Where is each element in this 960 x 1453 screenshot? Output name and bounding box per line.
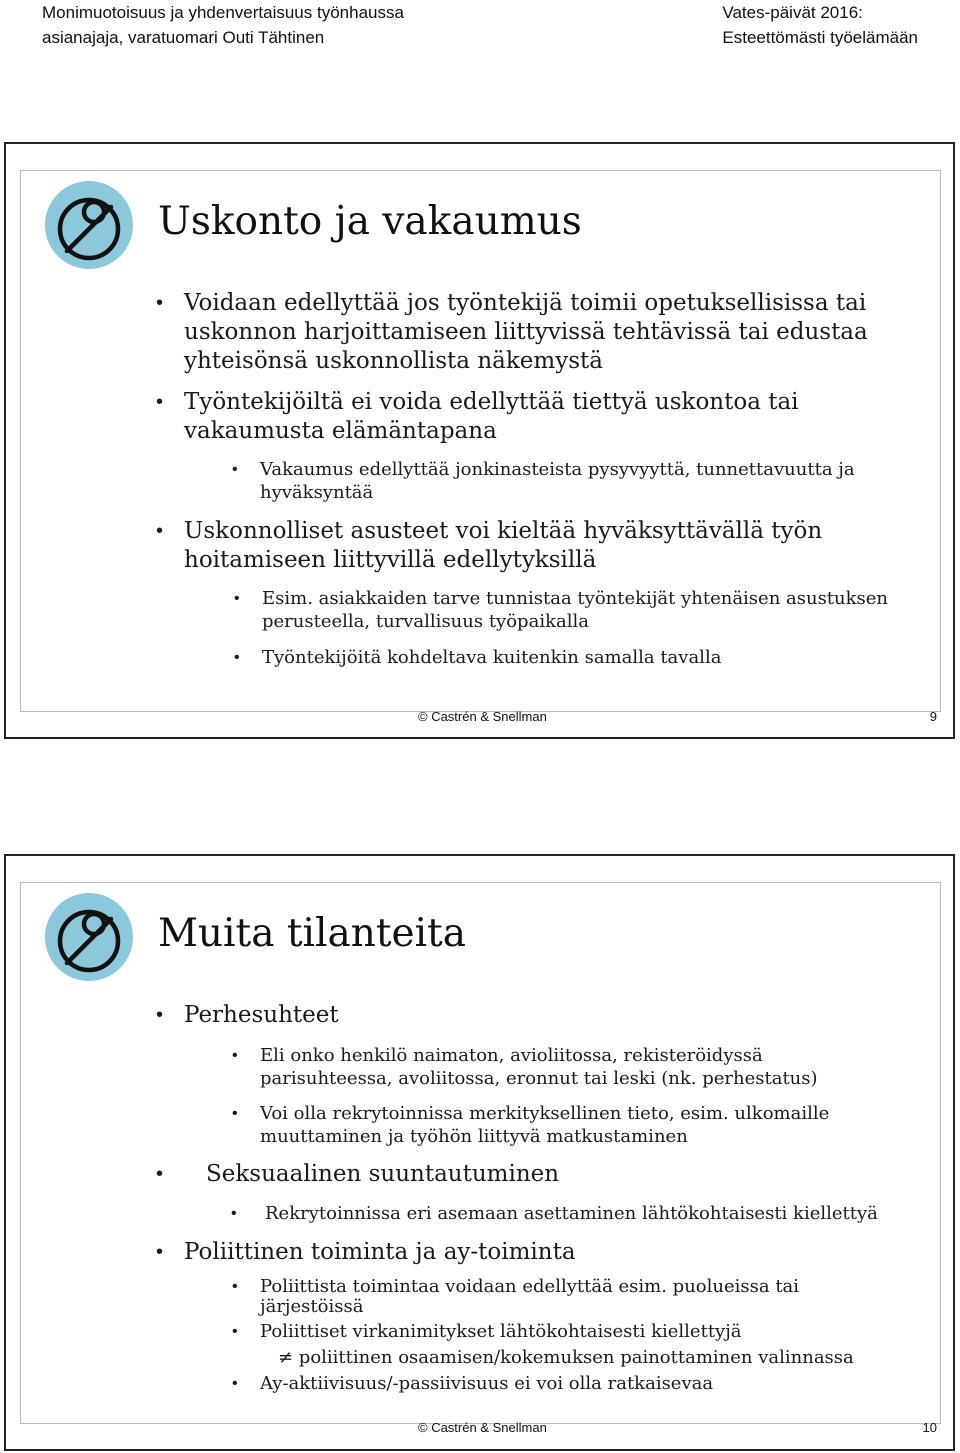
- bullet-dot-icon: •: [234, 649, 240, 666]
- bullet-item: • Seksuaalinen suuntautuminen: [156, 1161, 560, 1187]
- bullet-dot-icon: •: [156, 391, 164, 413]
- slide-9: [4, 142, 955, 739]
- bullet-dot-icon: •: [231, 1205, 237, 1222]
- slide-footer: © Castrén & Snellman: [418, 1420, 547, 1435]
- header-event-title: Monimuotoisuus ja yhdenvertaisuus työnhaussa: [42, 3, 404, 22]
- sub-bullet-item: • Poliittiset virkanimitykset lähtökohtaisesti kiellettyjä: [232, 1321, 742, 1342]
- crossed-circle-logo-icon: [44, 892, 134, 982]
- slide-10: [4, 854, 955, 1451]
- header-event-name: Vates-päivät 2016:: [722, 3, 863, 22]
- sub-bullet-item: • Eli onko henkilö naimaton, avioliitossa, rekisteröidyssä parisuhteessa, avoliitossa, eronnut tai leski (nk. perhestatus): [232, 1045, 818, 1089]
- sub-bullet-item: • Esim. asiakkaiden tarve tunnistaa työntekijät yhtenäisen asustuksen perusteella, turvallisuus työpaikalla: [234, 588, 889, 632]
- document-header-left: [42, 0, 404, 50]
- sub-bullet-item: • Rekrytoinnissa eri asemaan asettaminen lähtökohtaisesti kiellettyä: [231, 1203, 878, 1224]
- slide-page-number: 9: [929, 709, 937, 724]
- bullet-dot-icon: •: [156, 1004, 164, 1026]
- slide-title: Uskonto ja vakaumus: [158, 199, 582, 244]
- bullet-item: • Perhesuhteet: [156, 1002, 339, 1028]
- header-author: asianajaja, varatuomari Outi Tähtinen: [42, 28, 325, 47]
- sub-bullet-item: • Vakaumus edellyttää jonkinasteista pysyvyyttä, tunnettavuutta ja hyväksyntää: [232, 459, 855, 503]
- bullet-item: • Poliittinen toiminta ja ay-toiminta: [156, 1239, 576, 1265]
- bullet-dot-icon: •: [232, 461, 238, 478]
- sub-bullet-item: • Poliittista toimintaa voidaan edellyttää esim. puolueissa tai järjestöissä: [232, 1276, 800, 1317]
- bullet-item: • Työntekijöiltä ei voida edellyttää tiettyä uskontoa tai vakaumusta elämäntapana: [156, 389, 799, 444]
- bullet-dot-icon: •: [156, 292, 164, 314]
- slide-title: Muita tilanteita: [158, 911, 466, 956]
- bullet-dot-icon: •: [232, 1105, 238, 1122]
- document-header-right: [722, 0, 918, 50]
- bullet-dot-icon: •: [156, 520, 164, 542]
- slide-page-number: 10: [922, 1420, 937, 1435]
- bullet-dot-icon: •: [156, 1241, 164, 1263]
- bullet-dot-icon: •: [232, 1323, 238, 1340]
- crossed-circle-logo-icon: [44, 180, 134, 270]
- sub-bullet-item: • Työntekijöitä kohdeltava kuitenkin samalla tavalla: [234, 647, 722, 668]
- header-event-theme: Esteettömästi työelämään: [722, 28, 918, 47]
- sub-bullet-item: • Ay-aktiivisuus/-passiivisuus ei voi olla ratkaisevaa: [232, 1373, 714, 1394]
- bullet-dot-icon: •: [234, 590, 240, 607]
- bullet-dot-icon: •: [232, 1278, 238, 1295]
- bullet-item: • Voidaan edellyttää jos työntekijä toimii opetuksellisissa tai uskonnon harjoittamiseen liittyvissä tehtävissä tai edustaa yhteisönsä uskonnollista näkemystä: [156, 290, 868, 374]
- note-line: ≠ poliittinen osaamisen/kokemuksen painottaminen valinnassa: [278, 1347, 854, 1368]
- bullet-dot-icon: •: [232, 1375, 238, 1392]
- slide-footer: © Castrén & Snellman: [418, 709, 547, 724]
- sub-bullet-item: • Voi olla rekrytoinnissa merkityksellinen tieto, esim. ulkomaille muuttaminen ja työhön liittyvä matkustaminen: [232, 1103, 830, 1147]
- bullet-dot-icon: •: [232, 1047, 238, 1064]
- bullet-item: • Uskonnolliset asusteet voi kieltää hyväksyttävällä työn hoitamiseen liittyvillä edellytyksillä: [156, 518, 823, 573]
- bullet-dot-icon: •: [156, 1163, 164, 1185]
